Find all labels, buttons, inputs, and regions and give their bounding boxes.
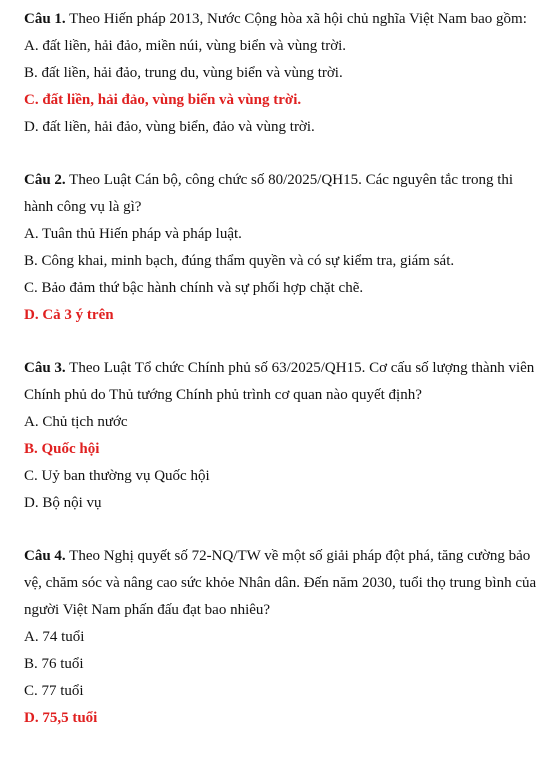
question-2-text xyxy=(24,167,540,221)
question-2-option-b: B. Công khai, minh bạch, đúng thẩm quyền và có sự kiểm tra, giám sát. xyxy=(24,253,455,269)
question-4-text xyxy=(24,543,540,624)
question-2 xyxy=(24,167,540,329)
question-2-option-d: D. Cả 3 ý trên xyxy=(24,307,114,323)
question-4-option-c: C. 77 tuổi xyxy=(24,683,84,699)
spacer xyxy=(24,329,540,355)
question-2-option-c: C. Bảo đảm thứ bậc hành chính và sự phối hợp chặt chẽ. xyxy=(24,280,364,296)
question-1-option-b: B. đất liền, hải đảo, trung du, vùng biển và vùng trời. xyxy=(24,65,343,81)
question-3-text xyxy=(24,355,540,409)
question-2-label: Câu 2. xyxy=(24,172,66,188)
question-1-label: Câu 1. xyxy=(24,11,66,27)
question-1-text xyxy=(24,6,540,33)
question-1-body: Theo Hiến pháp 2013, Nước Cộng hòa xã hội chủ nghĩa Việt Nam bao gồm: xyxy=(65,11,527,27)
question-1 xyxy=(24,6,540,141)
question-3-body: Theo Luật Tổ chức Chính phủ số 63/2025/QH15. Cơ cấu số lượng thành viên Chính phủ do Thủ tướng Chính phủ trình cơ quan nào quyết định? xyxy=(24,360,535,403)
question-3 xyxy=(24,355,540,517)
question-1-option-c: C. đất liền, hải đảo, vùng biển và vùng trời. xyxy=(24,92,302,108)
question-3-label: Câu 3. xyxy=(24,360,66,376)
question-3-option-c: C. Uỷ ban thường vụ Quốc hội xyxy=(24,468,210,484)
question-3-option-d: D. Bộ nội vụ xyxy=(24,495,102,511)
spacer xyxy=(24,517,540,543)
question-2-option-a: A. Tuân thủ Hiến pháp và pháp luật. xyxy=(24,226,242,242)
question-3-option-a: A. Chủ tịch nước xyxy=(24,414,128,430)
question-1-option-a: A. đất liền, hải đảo, miền núi, vùng biển và vùng trời. xyxy=(24,38,347,54)
question-1-option-d: D. đất liền, hải đảo, vùng biển, đảo và vùng trời. xyxy=(24,119,315,135)
question-3-option-b: B. Quốc hội xyxy=(24,441,100,457)
question-4-option-a: A. 74 tuổi xyxy=(24,629,85,645)
question-4-option-d: D. 75,5 tuổi xyxy=(24,710,98,726)
spacer xyxy=(24,141,540,167)
question-4-label: Câu 4. xyxy=(24,548,66,564)
question-4-body: Theo Nghị quyết số 72-NQ/TW về một số giải pháp đột phá, tăng cường bảo vệ, chăm sóc và nâng cao sức khỏe Nhân dân. Đến năm 2030, tuổi thọ trung bình của người Việt Nam phấn đấu đạt bao nhiêu? xyxy=(24,548,537,618)
question-4-option-b: B. 76 tuổi xyxy=(24,656,84,672)
question-4 xyxy=(24,543,540,732)
question-2-body: Theo Luật Cán bộ, công chức số 80/2025/QH15. Các nguyên tắc trong thi hành công vụ là gì? xyxy=(24,172,514,215)
